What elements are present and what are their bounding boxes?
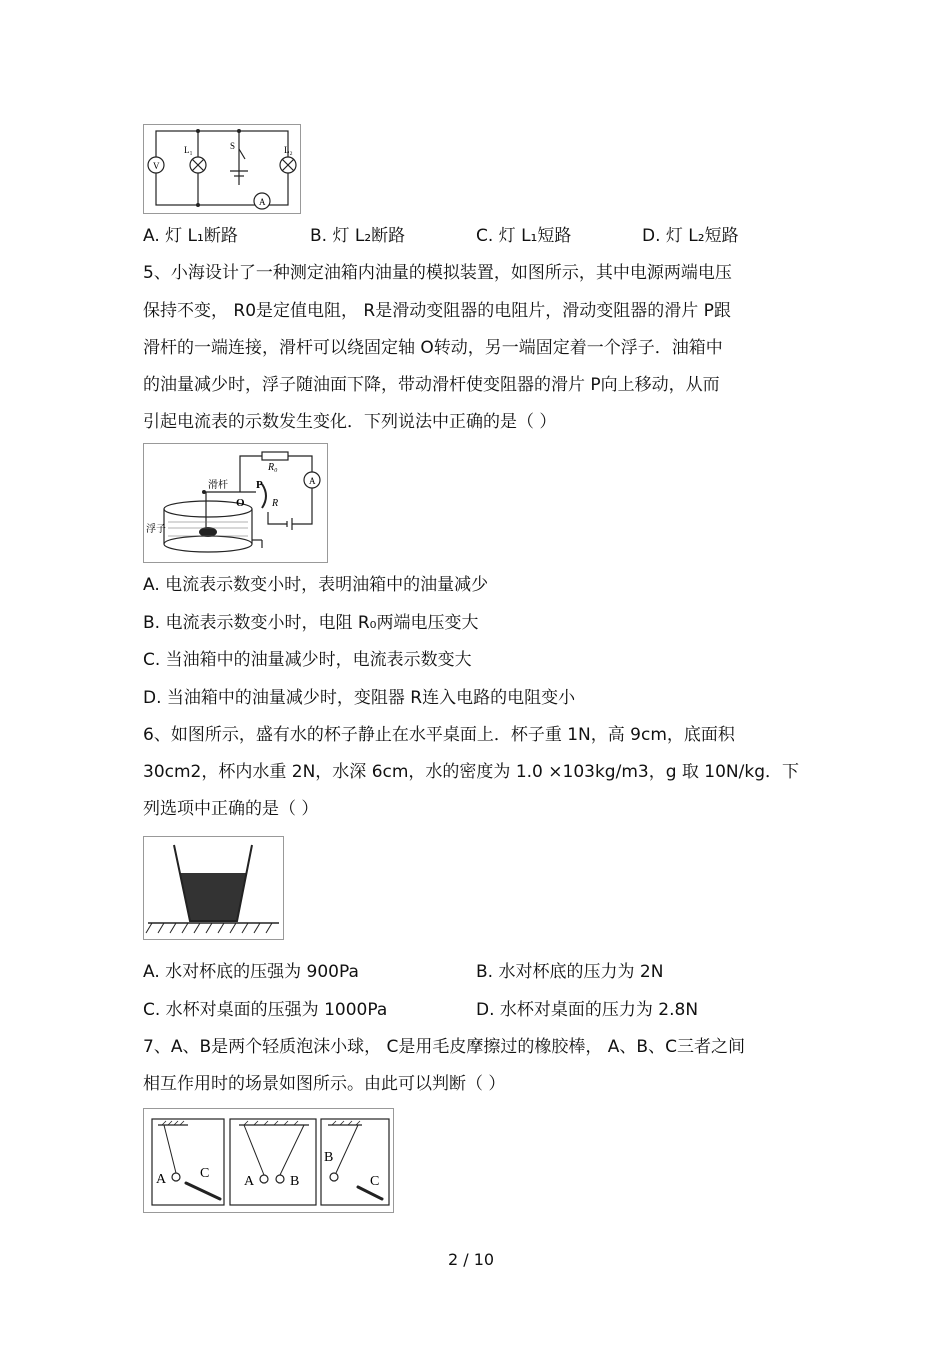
q7-fig-label-a-1: A	[156, 1172, 167, 1187]
q5-stem-line-5: 引起电流表的示数发生变化．下列说法中正确的是（ ）	[143, 412, 557, 432]
q4-fig-label-a: A	[259, 197, 266, 207]
q5-stem-line-4: 的油量减少时，浮子随油面下降，带动滑杆使变阻器的滑片 P向上移动，从而	[143, 375, 720, 395]
q5-fig-label-a: A	[309, 476, 316, 486]
q5-stem-line-3: 滑杆的一端连接，滑杆可以绕固定轴 O转动，另一端固定着一个浮子．油箱中	[143, 338, 723, 358]
q7-fig-label-b-2: B	[290, 1174, 300, 1189]
q6-cup-figure	[143, 836, 284, 940]
q4-option-c[interactable]: C. 灯 L₁短路	[476, 226, 572, 246]
q5-fig-label-huagan: 滑杆	[208, 480, 228, 491]
q5-fig-label-fuzi: 浮子	[146, 524, 166, 535]
q5-fig-label-r0: R₀	[268, 462, 278, 473]
q4-option-b[interactable]: B. 灯 L₂断路	[310, 226, 406, 246]
q5-fig-label-p: P	[256, 479, 263, 491]
page-number: 2 / 10	[448, 1250, 495, 1269]
q4-fig-label-s: S	[230, 141, 236, 151]
q5-option-c[interactable]: C. 当油箱中的油量减少时，电流表示数变大	[143, 650, 472, 670]
q6-stem-line-2: 30cm2，杯内水重 2N，水深 6cm，水的密度为 1.0 ×103kg/m3，g 取 10N/kg．下	[143, 762, 800, 782]
q6-stem-line-1: 6、如图所示，盛有水的杯子静止在水平桌面上．杯子重 1N，高 9cm，底面积	[143, 725, 735, 745]
q6-option-a[interactable]: A. 水对杯底的压强为 900Pa	[143, 962, 359, 982]
q4-fig-label-l2: L₂	[284, 145, 293, 155]
q7-stem-line-2: 相互作用时的场景如图所示。由此可以判断（ ）	[143, 1074, 506, 1094]
q7-fig-label-c-3: C	[370, 1174, 380, 1189]
q5-option-a[interactable]: A. 电流表示数变小时，表明油箱中的油量减少	[143, 575, 489, 595]
q7-balls-figure	[143, 1108, 394, 1213]
q5-stem-line-1: 5、小海设计了一种测定油箱内油量的模拟装置，如图所示，其中电源两端电压	[143, 263, 732, 283]
q5-fuel-gauge-figure	[143, 443, 328, 563]
q5-option-b[interactable]: B. 电流表示数变小时，电阻 R₀两端电压变大	[143, 613, 479, 633]
q7-stem-line-1: 7、A、B是两个轻质泡沫小球， C是用毛皮摩擦过的橡胶棒， A、B、C三者之间	[143, 1037, 745, 1057]
q4-fig-label-v: V	[153, 161, 160, 171]
q7-fig-label-c-1: C	[200, 1166, 210, 1181]
q5-fig-label-r: R	[272, 498, 279, 509]
q5-stem-line-2: 保持不变， R0是定值电阻， R是滑动变阻器的电阻片，滑动变阻器的滑片 P跟	[143, 301, 731, 321]
q6-stem-line-3: 列选项中正确的是（ ）	[143, 799, 319, 819]
q5-option-d[interactable]: D. 当油箱中的油量减少时，变阻器 R连入电路的电阻变小	[143, 688, 576, 708]
q4-fig-label-l1: L₁	[184, 145, 193, 155]
q6-option-b[interactable]: B. 水对杯底的压力为 2N	[476, 962, 664, 982]
q4-option-a[interactable]: A. 灯 L₁断路	[143, 226, 238, 246]
q4-circuit-figure	[143, 124, 301, 214]
q4-option-d[interactable]: D. 灯 L₂短路	[642, 226, 739, 246]
q6-option-c[interactable]: C. 水杯对桌面的压强为 1000Pa	[143, 1000, 388, 1020]
q7-fig-label-a-2: A	[244, 1174, 255, 1189]
q7-fig-label-b-3: B	[324, 1150, 334, 1165]
q5-fig-label-o: O	[236, 497, 245, 509]
q6-option-d[interactable]: D. 水杯对桌面的压力为 2.8N	[476, 1000, 699, 1020]
